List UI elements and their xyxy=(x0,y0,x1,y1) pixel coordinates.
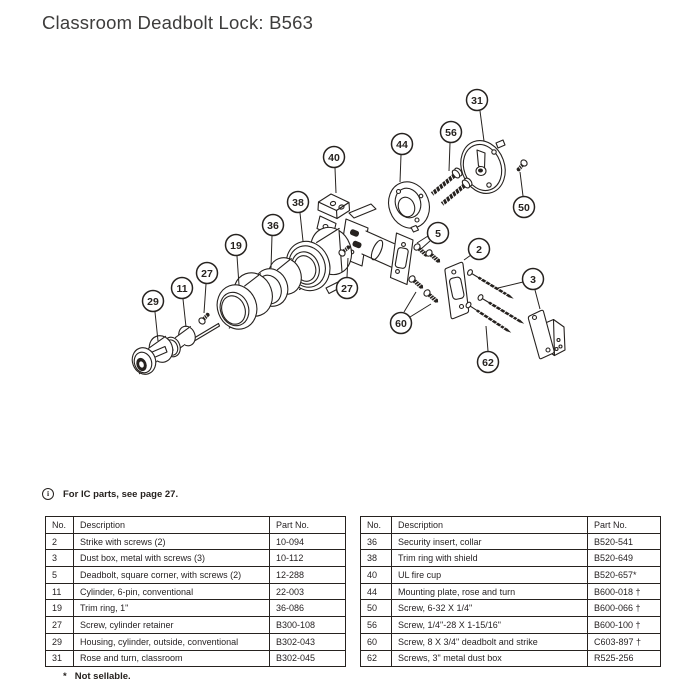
callout-27 xyxy=(197,263,218,284)
description-cell: Cylinder, 6-pin, conventional xyxy=(74,583,270,600)
header-cell: Part No. xyxy=(270,517,346,534)
part-screws-long xyxy=(465,269,526,335)
part-screw-50 xyxy=(515,159,529,173)
ic-parts-note xyxy=(42,488,178,500)
callout-leader-50 xyxy=(520,172,523,196)
part-no-cell: B520-649 xyxy=(588,550,661,567)
callout-leader-56 xyxy=(449,143,450,171)
svg-text:11: 11 xyxy=(176,282,188,295)
part-no-cell: C603-897 † xyxy=(588,633,661,650)
callout-29 xyxy=(143,291,164,312)
svg-text:27: 27 xyxy=(341,282,353,295)
part-no-cell: 36-086 xyxy=(270,600,346,617)
description-cell: Screw, cylinder retainer xyxy=(74,617,270,634)
table-header-row xyxy=(361,517,661,534)
part-no-cell: B600-018 † xyxy=(588,583,661,600)
part-no-cell: B600-100 † xyxy=(588,617,661,634)
description-cell: Mounting plate, rose and turn xyxy=(392,583,588,600)
callout-38 xyxy=(288,192,309,213)
part-mounting-plate xyxy=(382,176,436,234)
part-screws-60 xyxy=(408,275,441,305)
part-no-cell: B520-657* xyxy=(588,567,661,584)
description-cell: UL fire cup xyxy=(392,567,588,584)
part-number-cell: 11 xyxy=(46,583,74,600)
footnote-text: Not sellable. xyxy=(74,671,131,682)
svg-text:50: 50 xyxy=(518,201,530,214)
table-header-row xyxy=(46,517,346,534)
callout-leader-62 xyxy=(486,326,488,351)
svg-text:19: 19 xyxy=(230,239,242,252)
svg-text:44: 44 xyxy=(396,138,408,151)
callout-36 xyxy=(263,215,284,236)
callout-leader-38 xyxy=(300,213,303,241)
svg-text:3: 3 xyxy=(530,273,536,286)
callout-leader-40 xyxy=(335,168,336,193)
info-icon: i xyxy=(42,488,54,500)
table-row xyxy=(361,617,661,634)
header-cell: No. xyxy=(46,517,74,534)
callout-leader-2 xyxy=(464,255,471,260)
svg-text:27: 27 xyxy=(201,267,213,280)
table-row xyxy=(46,567,346,584)
part-dust-box xyxy=(528,310,565,358)
callout-11 xyxy=(172,278,193,299)
header-cell: No. xyxy=(361,517,392,534)
part-no-cell: 10-112 xyxy=(270,550,346,567)
callout-layer xyxy=(143,90,544,373)
page-title: Classroom Deadbolt Lock: B563 xyxy=(42,12,314,33)
description-cell: Housing, cylinder, outside, conventional xyxy=(74,633,270,650)
part-no-cell: R525-256 xyxy=(588,650,661,667)
part-number-cell: 29 xyxy=(46,633,74,650)
callout-50 xyxy=(514,197,535,218)
callout-62 xyxy=(478,352,499,373)
part-screw-27-left xyxy=(198,311,212,325)
part-number-cell: 2 xyxy=(46,533,74,550)
header-cell: Part No. xyxy=(588,517,661,534)
part-number-cell: 44 xyxy=(361,583,392,600)
part-strike xyxy=(445,262,469,318)
table-row xyxy=(361,583,661,600)
part-no-cell: B300-108 xyxy=(270,617,346,634)
part-number-cell: 3 xyxy=(46,550,74,567)
callout-44 xyxy=(392,134,413,155)
part-number-cell: 36 xyxy=(361,533,392,550)
description-cell: Dust box, metal with screws (3) xyxy=(74,550,270,567)
callout-leader-3 xyxy=(498,282,523,288)
header-cell: Description xyxy=(74,517,270,534)
part-no-cell: B302-045 xyxy=(270,650,346,667)
part-number-cell: 62 xyxy=(361,650,392,667)
description-cell: Screw, 1/4"-28 X 1-15/16" xyxy=(392,617,588,634)
description-cell: Screw, 8 X 3/4" deadbolt and strike xyxy=(392,633,588,650)
table-row xyxy=(46,550,346,567)
callout-leader-60 xyxy=(404,292,416,312)
table-row xyxy=(46,583,346,600)
ic-note-text: For IC parts, see page 27. xyxy=(63,488,179,500)
part-number-cell: 60 xyxy=(361,633,392,650)
description-cell: Trim ring, 1" xyxy=(74,600,270,617)
table-row xyxy=(361,633,661,650)
svg-text:60: 60 xyxy=(395,317,407,330)
description-cell: Deadbolt, square corner, with screws (2) xyxy=(74,567,270,584)
description-cell: Screw, 6-32 X 1/4" xyxy=(392,600,588,617)
description-cell: Rose and turn, classroom xyxy=(74,650,270,667)
svg-text:36: 36 xyxy=(267,219,279,232)
callout-27 xyxy=(337,278,358,299)
table-row xyxy=(46,617,346,634)
description-cell: Strike with screws (2) xyxy=(74,533,270,550)
svg-text:31: 31 xyxy=(471,94,483,107)
callout-leader-3 xyxy=(535,290,540,309)
parts-table-right xyxy=(360,516,661,667)
table-row xyxy=(361,533,661,550)
parts-table-left xyxy=(45,516,346,667)
part-number-cell: 38 xyxy=(361,550,392,567)
part-number-cell: 19 xyxy=(46,600,74,617)
callout-3 xyxy=(523,269,544,290)
table-row xyxy=(46,600,346,617)
part-no-cell: B600-066 † xyxy=(588,600,661,617)
table-row xyxy=(46,650,346,667)
part-no-cell: 10-094 xyxy=(270,533,346,550)
table-row xyxy=(46,533,346,550)
table-row xyxy=(361,567,661,584)
callout-leader-60 xyxy=(410,304,431,317)
svg-text:29: 29 xyxy=(147,295,159,308)
svg-text:40: 40 xyxy=(328,151,340,164)
callout-19 xyxy=(226,235,247,256)
description-cell: Trim ring with shield xyxy=(392,550,588,567)
table-row xyxy=(361,650,661,667)
part-no-cell: B520-541 xyxy=(588,533,661,550)
callout-leader-5 xyxy=(421,241,430,249)
part-number-cell: 40 xyxy=(361,567,392,584)
callout-leader-31 xyxy=(480,111,484,141)
description-cell: Security insert, collar xyxy=(392,533,588,550)
part-no-cell: 22-003 xyxy=(270,583,346,600)
part-number-cell: 27 xyxy=(46,617,74,634)
part-number-cell: 5 xyxy=(46,567,74,584)
callout-40 xyxy=(324,147,345,168)
header-cell: Description xyxy=(392,517,588,534)
part-no-cell: 12-288 xyxy=(270,567,346,584)
part-number-cell: 56 xyxy=(361,617,392,634)
callout-leader-5 xyxy=(417,236,428,243)
callout-56 xyxy=(441,122,462,143)
svg-text:62: 62 xyxy=(482,356,494,369)
callout-leader-27 xyxy=(204,284,206,313)
callout-5 xyxy=(428,223,449,244)
svg-text:38: 38 xyxy=(292,196,304,209)
callout-2 xyxy=(469,239,490,260)
part-number-cell: 50 xyxy=(361,600,392,617)
callout-leader-11 xyxy=(183,299,186,327)
table-row xyxy=(46,633,346,650)
not-sellable-footnote xyxy=(63,671,131,682)
part-no-cell: B302-043 xyxy=(270,633,346,650)
callout-31 xyxy=(467,90,488,111)
description-cell: Screws, 3" metal dust box xyxy=(392,650,588,667)
part-screws-5 xyxy=(413,243,443,265)
part-rose-and-turn xyxy=(454,134,513,199)
table-row xyxy=(361,600,661,617)
svg-text:5: 5 xyxy=(435,227,441,240)
table-row xyxy=(361,550,661,567)
part-number-cell: 31 xyxy=(46,650,74,667)
svg-text:2: 2 xyxy=(476,243,482,256)
callout-60 xyxy=(391,313,412,334)
callout-leader-44 xyxy=(400,155,401,182)
svg-text:56: 56 xyxy=(445,126,457,139)
footnote-symbol: * xyxy=(63,671,67,682)
